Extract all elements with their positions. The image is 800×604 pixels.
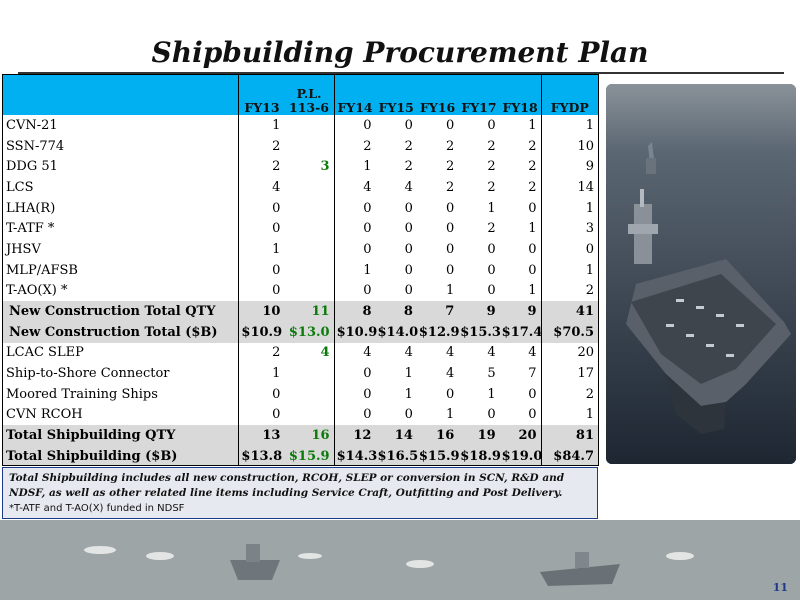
table-cell: [284, 405, 334, 426]
table-cell: 2: [445, 179, 455, 195]
table-cell: $16.5: [375, 446, 416, 466]
table-row: [3, 281, 598, 302]
page-title: Shipbuilding Procurement Plan: [151, 36, 649, 69]
table-cell: $84.7: [541, 446, 598, 466]
table-cell: 4: [404, 179, 413, 195]
table-cell: 2: [541, 281, 598, 302]
table-cell: 1: [334, 260, 375, 281]
procurement-table: [3, 75, 598, 466]
row-label: SSN-774: [6, 138, 65, 154]
table-cell: 14: [541, 177, 598, 198]
total-row: [3, 301, 598, 322]
table-cell: $15.9: [284, 446, 334, 466]
table-cell: 1: [541, 198, 598, 219]
table-cell: 0: [334, 405, 375, 426]
table-cell: 2: [239, 136, 285, 157]
table-header-row: [3, 75, 598, 115]
column-header: FY18: [500, 75, 541, 115]
table-cell: 12: [334, 425, 375, 446]
table-cell: 1: [445, 407, 455, 423]
row-label: Total Shipbuilding QTY: [3, 425, 239, 446]
table-cell: 0: [445, 241, 455, 257]
row-label: LCAC SLEP: [6, 345, 84, 361]
table-cell: [284, 136, 334, 157]
table-cell: 0: [334, 363, 375, 384]
table-cell: 10: [541, 136, 598, 157]
total-row: [3, 446, 598, 466]
table-cell: [284, 281, 334, 302]
table-cell: 8: [334, 301, 375, 322]
table-cell: 19: [458, 425, 499, 446]
table-cell: 9: [458, 301, 499, 322]
table-cell: $17.4: [500, 322, 541, 343]
row-label: MLP/AFSB: [6, 262, 78, 278]
table-cell: $70.5: [541, 322, 598, 343]
table-cell: 4: [320, 345, 330, 361]
table-cell: 0: [404, 200, 413, 216]
table-cell: 0: [334, 198, 375, 219]
row-label: New Construction Total ($B): [3, 322, 239, 343]
table-cell: $15.3: [458, 322, 499, 343]
table-cell: 0: [404, 117, 413, 133]
table-cell: 2: [487, 221, 496, 237]
table-cell: 2: [487, 138, 496, 154]
table-cell: 0: [334, 239, 375, 260]
footnote-main: Total Shipbuilding includes all new construction, RCOH, SLEP or conversion in SCN, R&D and NDSF, as well as other related line items including Service Craft, Outfitting and Post Delivery.: [9, 472, 565, 499]
table-cell: 0: [239, 405, 285, 426]
table-cell: $10.9: [334, 322, 375, 343]
row-label: New Construction Total QTY: [3, 301, 239, 322]
table-cell: $10.9: [239, 322, 285, 343]
table-cell: 0: [445, 221, 455, 237]
table-cell: 41: [541, 301, 598, 322]
table-cell: 4: [528, 345, 537, 361]
table-cell: [284, 115, 334, 136]
table-cell: [284, 239, 334, 260]
total-row: [3, 425, 598, 446]
aircraft-carrier-photo: [606, 84, 796, 464]
table-cell: 0: [445, 200, 455, 216]
table-cell: 1: [334, 156, 375, 177]
column-header: P.L. 113-6: [284, 75, 334, 115]
table-cell: 0: [487, 241, 496, 257]
table-cell: 1: [528, 283, 537, 299]
carrier-illustration: [606, 84, 796, 464]
header-blank: [3, 75, 239, 115]
table-cell: 0: [487, 283, 496, 299]
table-cell: 0: [445, 262, 455, 278]
table-cell: 2: [528, 138, 537, 154]
table-cell: 2: [239, 156, 285, 177]
table-cell: 2: [404, 138, 413, 154]
table-cell: 1: [528, 221, 537, 237]
table-cell: $14.0: [375, 322, 416, 343]
table-cell: [284, 177, 334, 198]
table-cell: 5: [487, 366, 496, 382]
table-cell: 16: [284, 425, 334, 446]
table-cell: 1: [239, 239, 285, 260]
table-cell: 0: [404, 283, 413, 299]
table-row: [3, 136, 598, 157]
table-cell: 16: [417, 425, 458, 446]
table-cell: 7: [417, 301, 458, 322]
table-cell: 1: [541, 260, 598, 281]
column-header: FY13: [239, 75, 285, 115]
table-cell: 4: [445, 345, 455, 361]
table-cell: 2: [541, 384, 598, 405]
table-cell: 1: [404, 386, 413, 402]
table-row: [3, 343, 598, 364]
table-cell: 1: [487, 386, 496, 402]
table-cell: 0: [487, 117, 496, 133]
table-cell: 0: [528, 407, 537, 423]
table-cell: 2: [404, 159, 413, 175]
table-cell: 1: [541, 115, 598, 136]
table-row: [3, 198, 598, 219]
table-cell: 20: [541, 343, 598, 364]
row-label: LCS: [6, 179, 34, 195]
table-row: [3, 115, 598, 136]
table-cell: 81: [541, 425, 598, 446]
table-cell: $18.9: [458, 446, 499, 466]
table-row: [3, 239, 598, 260]
amphibious-ships-sea-photo: [0, 520, 800, 600]
table-cell: 2: [487, 179, 496, 195]
table-cell: 2: [528, 179, 537, 195]
table-cell: 0: [239, 384, 285, 405]
table-row: [3, 218, 598, 239]
table-cell: 20: [500, 425, 541, 446]
table-cell: 1: [528, 117, 537, 133]
table-cell: 0: [404, 221, 413, 237]
table-cell: 0: [487, 407, 496, 423]
row-label: Total Shipbuilding ($B): [3, 446, 239, 466]
table-cell: 14: [375, 425, 416, 446]
page-number: 11: [772, 581, 788, 594]
table-row: [3, 156, 598, 177]
table-cell: 1: [239, 115, 285, 136]
column-header: FY17: [458, 75, 499, 115]
table-cell: 4: [334, 343, 375, 364]
footnote-sub: *T-ATF and T-AO(X) funded in NDSF: [9, 503, 185, 514]
row-label: T-ATF *: [6, 221, 55, 237]
table-cell: 7: [528, 366, 537, 382]
table-cell: $13.0: [284, 322, 334, 343]
table-cell: 9: [541, 156, 598, 177]
table-cell: $14.3: [334, 446, 375, 466]
table-cell: 0: [528, 262, 537, 278]
footnote-box: [2, 467, 598, 519]
table-row: [3, 260, 598, 281]
table-cell: 0: [445, 386, 455, 402]
table-cell: $12.9: [417, 322, 458, 343]
table-cell: [284, 363, 334, 384]
table-cell: 0: [404, 262, 413, 278]
table-cell: 2: [239, 343, 285, 364]
table-cell: 3: [541, 218, 598, 239]
table-cell: [284, 260, 334, 281]
table-cell: 0: [528, 241, 537, 257]
table-cell: 0: [334, 281, 375, 302]
table-cell: 1: [541, 405, 598, 426]
table-row: [3, 177, 598, 198]
table-cell: 4: [334, 177, 375, 198]
row-label: Moored Training Ships: [6, 386, 158, 402]
table-cell: 0: [487, 262, 496, 278]
column-header: FY16: [417, 75, 458, 115]
table-cell: 8: [375, 301, 416, 322]
table-cell: 9: [500, 301, 541, 322]
table-cell: 0: [528, 386, 537, 402]
table-cell: 1: [404, 366, 413, 382]
table-cell: 1: [445, 283, 455, 299]
table-cell: 0: [239, 281, 285, 302]
table-cell: 2: [487, 159, 496, 175]
table-cell: 4: [404, 345, 413, 361]
table-cell: 0: [404, 407, 413, 423]
row-label: CVN-21: [6, 117, 58, 133]
table-cell: 2: [528, 159, 537, 175]
row-label: LHA(R): [6, 200, 56, 216]
table-cell: $15.9: [417, 446, 458, 466]
row-label: CVN RCOH: [6, 407, 83, 423]
ships-illustration: [0, 520, 800, 600]
table-cell: 0: [239, 198, 285, 219]
table-cell: 4: [445, 366, 455, 382]
row-label: Ship-to-Shore Connector: [6, 366, 170, 382]
table-cell: 17: [541, 363, 598, 384]
table-cell: [284, 218, 334, 239]
row-label: T-AO(X) *: [6, 283, 68, 299]
table-cell: $13.8: [239, 446, 285, 466]
table-row: [3, 384, 598, 405]
table-cell: 3: [320, 159, 330, 175]
table-row: [3, 405, 598, 426]
table-cell: 0: [239, 260, 285, 281]
table-cell: 2: [445, 138, 455, 154]
row-label: JHSV: [6, 241, 41, 257]
column-header: FY14: [334, 75, 375, 115]
table-cell: 1: [239, 363, 285, 384]
table-cell: 0: [404, 241, 413, 257]
table-cell: 1: [487, 200, 496, 216]
table-cell: [284, 198, 334, 219]
column-header: FYDP: [541, 75, 598, 115]
table-cell: [284, 384, 334, 405]
total-row: [3, 322, 598, 343]
table-cell: 0: [445, 117, 455, 133]
table-cell: 13: [239, 425, 285, 446]
table-cell: 0: [541, 239, 598, 260]
row-label: DDG 51: [6, 159, 58, 175]
table-cell: 0: [334, 384, 375, 405]
table-cell: 4: [487, 345, 496, 361]
table-cell: 0: [334, 218, 375, 239]
column-header: FY15: [375, 75, 416, 115]
table-cell: 4: [239, 177, 285, 198]
table-cell: 0: [239, 218, 285, 239]
table-cell: 10: [239, 301, 285, 322]
table-cell: 0: [334, 115, 375, 136]
table-cell: 2: [334, 136, 375, 157]
table-row: [3, 363, 598, 384]
table-cell: $19.0: [500, 446, 541, 466]
table-cell: 2: [445, 159, 455, 175]
table-cell: 0: [528, 200, 537, 216]
procurement-table-container: [2, 74, 599, 466]
table-cell: 11: [284, 301, 334, 322]
